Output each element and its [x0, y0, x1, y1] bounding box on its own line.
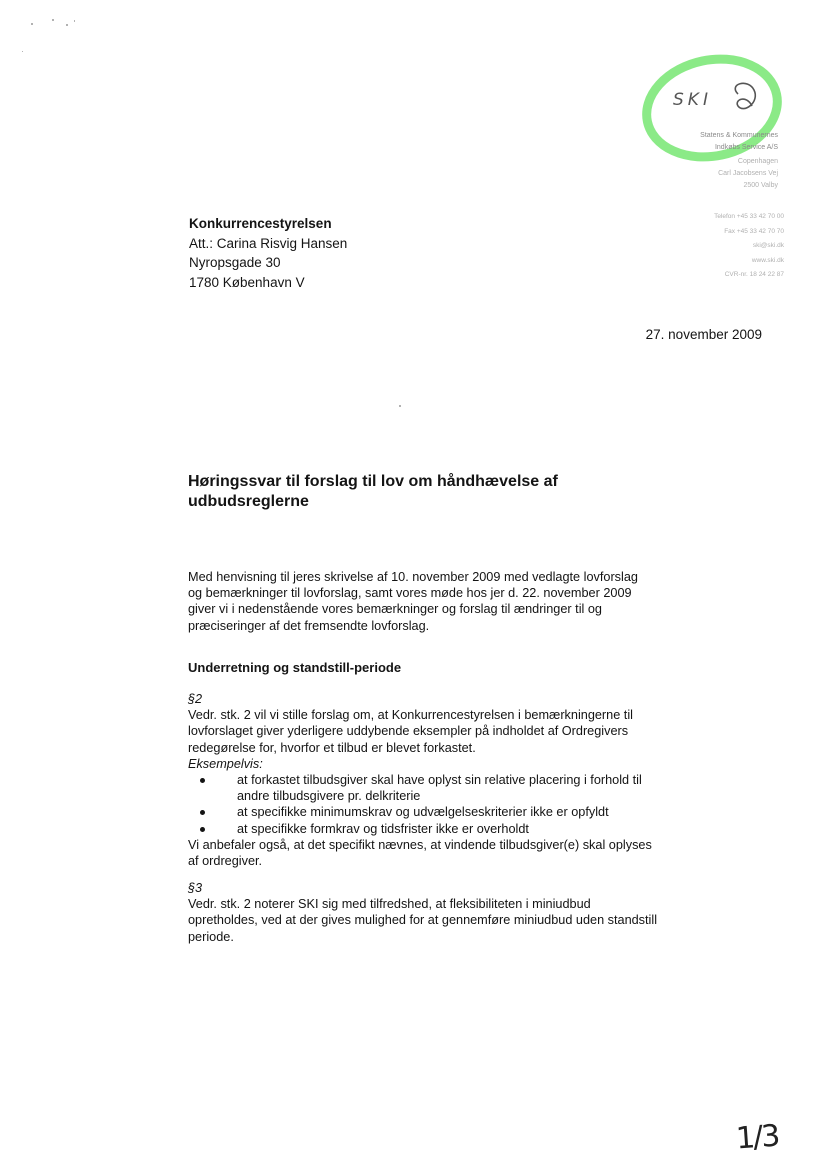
section-2-text: Vedr. stk. 2 vil vi stille forslag om, at Konkurrencestyrelsen i bemærkningerne til lovforslaget giver yderligere uddybende eksempler på indholdet af Ordregivers redegørelse for, hvorfor et tilbud er blevet forkastet. — [188, 708, 633, 755]
scan-speck — [74, 20, 75, 22]
logo-address-line: Carl Jacobsens Vej — [718, 170, 778, 177]
letter-date: 27. november 2009 — [645, 327, 762, 342]
recipient-address — [189, 214, 347, 292]
recipient-name: Konkurrencestyrelsen — [189, 216, 332, 231]
contact-cvr: CVR-nr. 18 24 22 87 — [724, 271, 784, 278]
logo-brand-text: SKI — [673, 90, 712, 110]
logo-company-line: Statens & Kommunernes — [700, 132, 778, 139]
contact-website: www.ski.dk — [751, 256, 784, 264]
contact-fax: Fax +45 33 42 70 70 — [724, 227, 784, 235]
recipient-street: Nyropsgade 30 — [189, 255, 281, 271]
bullet-text: at specifikke minimumskrav og udvælgelseskriterier ikke er opfyldt — [237, 805, 609, 820]
scan-speck — [31, 23, 33, 25]
section-2 — [188, 691, 658, 869]
section-2-closing: Vi anbefaler også, at det specifikt nævnes, at vindende tilbudsgiver(e) skal oplyses af ordregiver. — [188, 837, 652, 869]
logo-company-line: Indkøbs Service A/S — [714, 144, 778, 151]
bullet-dot-icon — [200, 827, 205, 832]
section-3-paragraph-mark: §3 — [188, 881, 203, 895]
recipient-attention: Att.: Carina Risvig Hansen — [189, 235, 348, 251]
scan-speck — [399, 405, 401, 407]
section-3-text: Vedr. stk. 2 noterer SKI sig med tilfredshed, at fleksibiliteten i miniudbud opretholdes, ved at der gives mulighed for at gennemføre miniudbud uden standstill periode. — [188, 897, 658, 944]
section-3 — [188, 880, 658, 945]
scan-speck — [22, 51, 23, 52]
section-2-paragraph-mark: §2 — [188, 692, 203, 706]
bullet-dot-icon — [200, 778, 205, 783]
example-label: Eksempelvis: — [188, 756, 263, 771]
bullet-item — [188, 821, 658, 837]
intro-paragraph: Med henvisning til jeres skrivelse af 10. november 2009 med vedlagte lovforslag og bemærkninger til lovforslag, samt vores møde hos jer d. 22. november 2009 giver vi i nedenstående vores bemærkninger og forslag til ændringer til og præciseringer af det fremsendte lovforslag. — [188, 570, 638, 633]
logo-address-line: 2500 Valby — [743, 182, 778, 189]
contact-info — [650, 210, 784, 283]
scan-speck — [66, 24, 68, 26]
bullet-dot-icon — [200, 810, 205, 815]
bullet-text: at specifikke formkrav og tidsfrister ikke er overholdt — [237, 821, 529, 836]
bullet-item — [188, 804, 658, 820]
scan-speck — [52, 19, 54, 21]
section-heading: Underretning og standstill-periode — [188, 660, 402, 675]
recipient-city: 1780 København V — [189, 274, 305, 290]
logo-address-line: Copenhagen — [737, 158, 778, 165]
contact-phone: Telefon +45 33 42 70 00 — [714, 213, 784, 220]
example-bullet-list — [188, 772, 658, 837]
bullet-item — [188, 772, 658, 804]
letter-title: Høringssvar til forslag til lov om håndhævelse af udbudsreglerne — [188, 473, 558, 510]
company-logo — [640, 50, 790, 190]
page-number-mark: 1/3 — [734, 1118, 780, 1157]
contact-email: ski@ski.dk — [752, 242, 784, 249]
bullet-text: at forkastet tilbudsgiver skal have oplyst sin relative placering i forhold til andre tilbudsgivere pr. delkriterie — [237, 773, 642, 804]
